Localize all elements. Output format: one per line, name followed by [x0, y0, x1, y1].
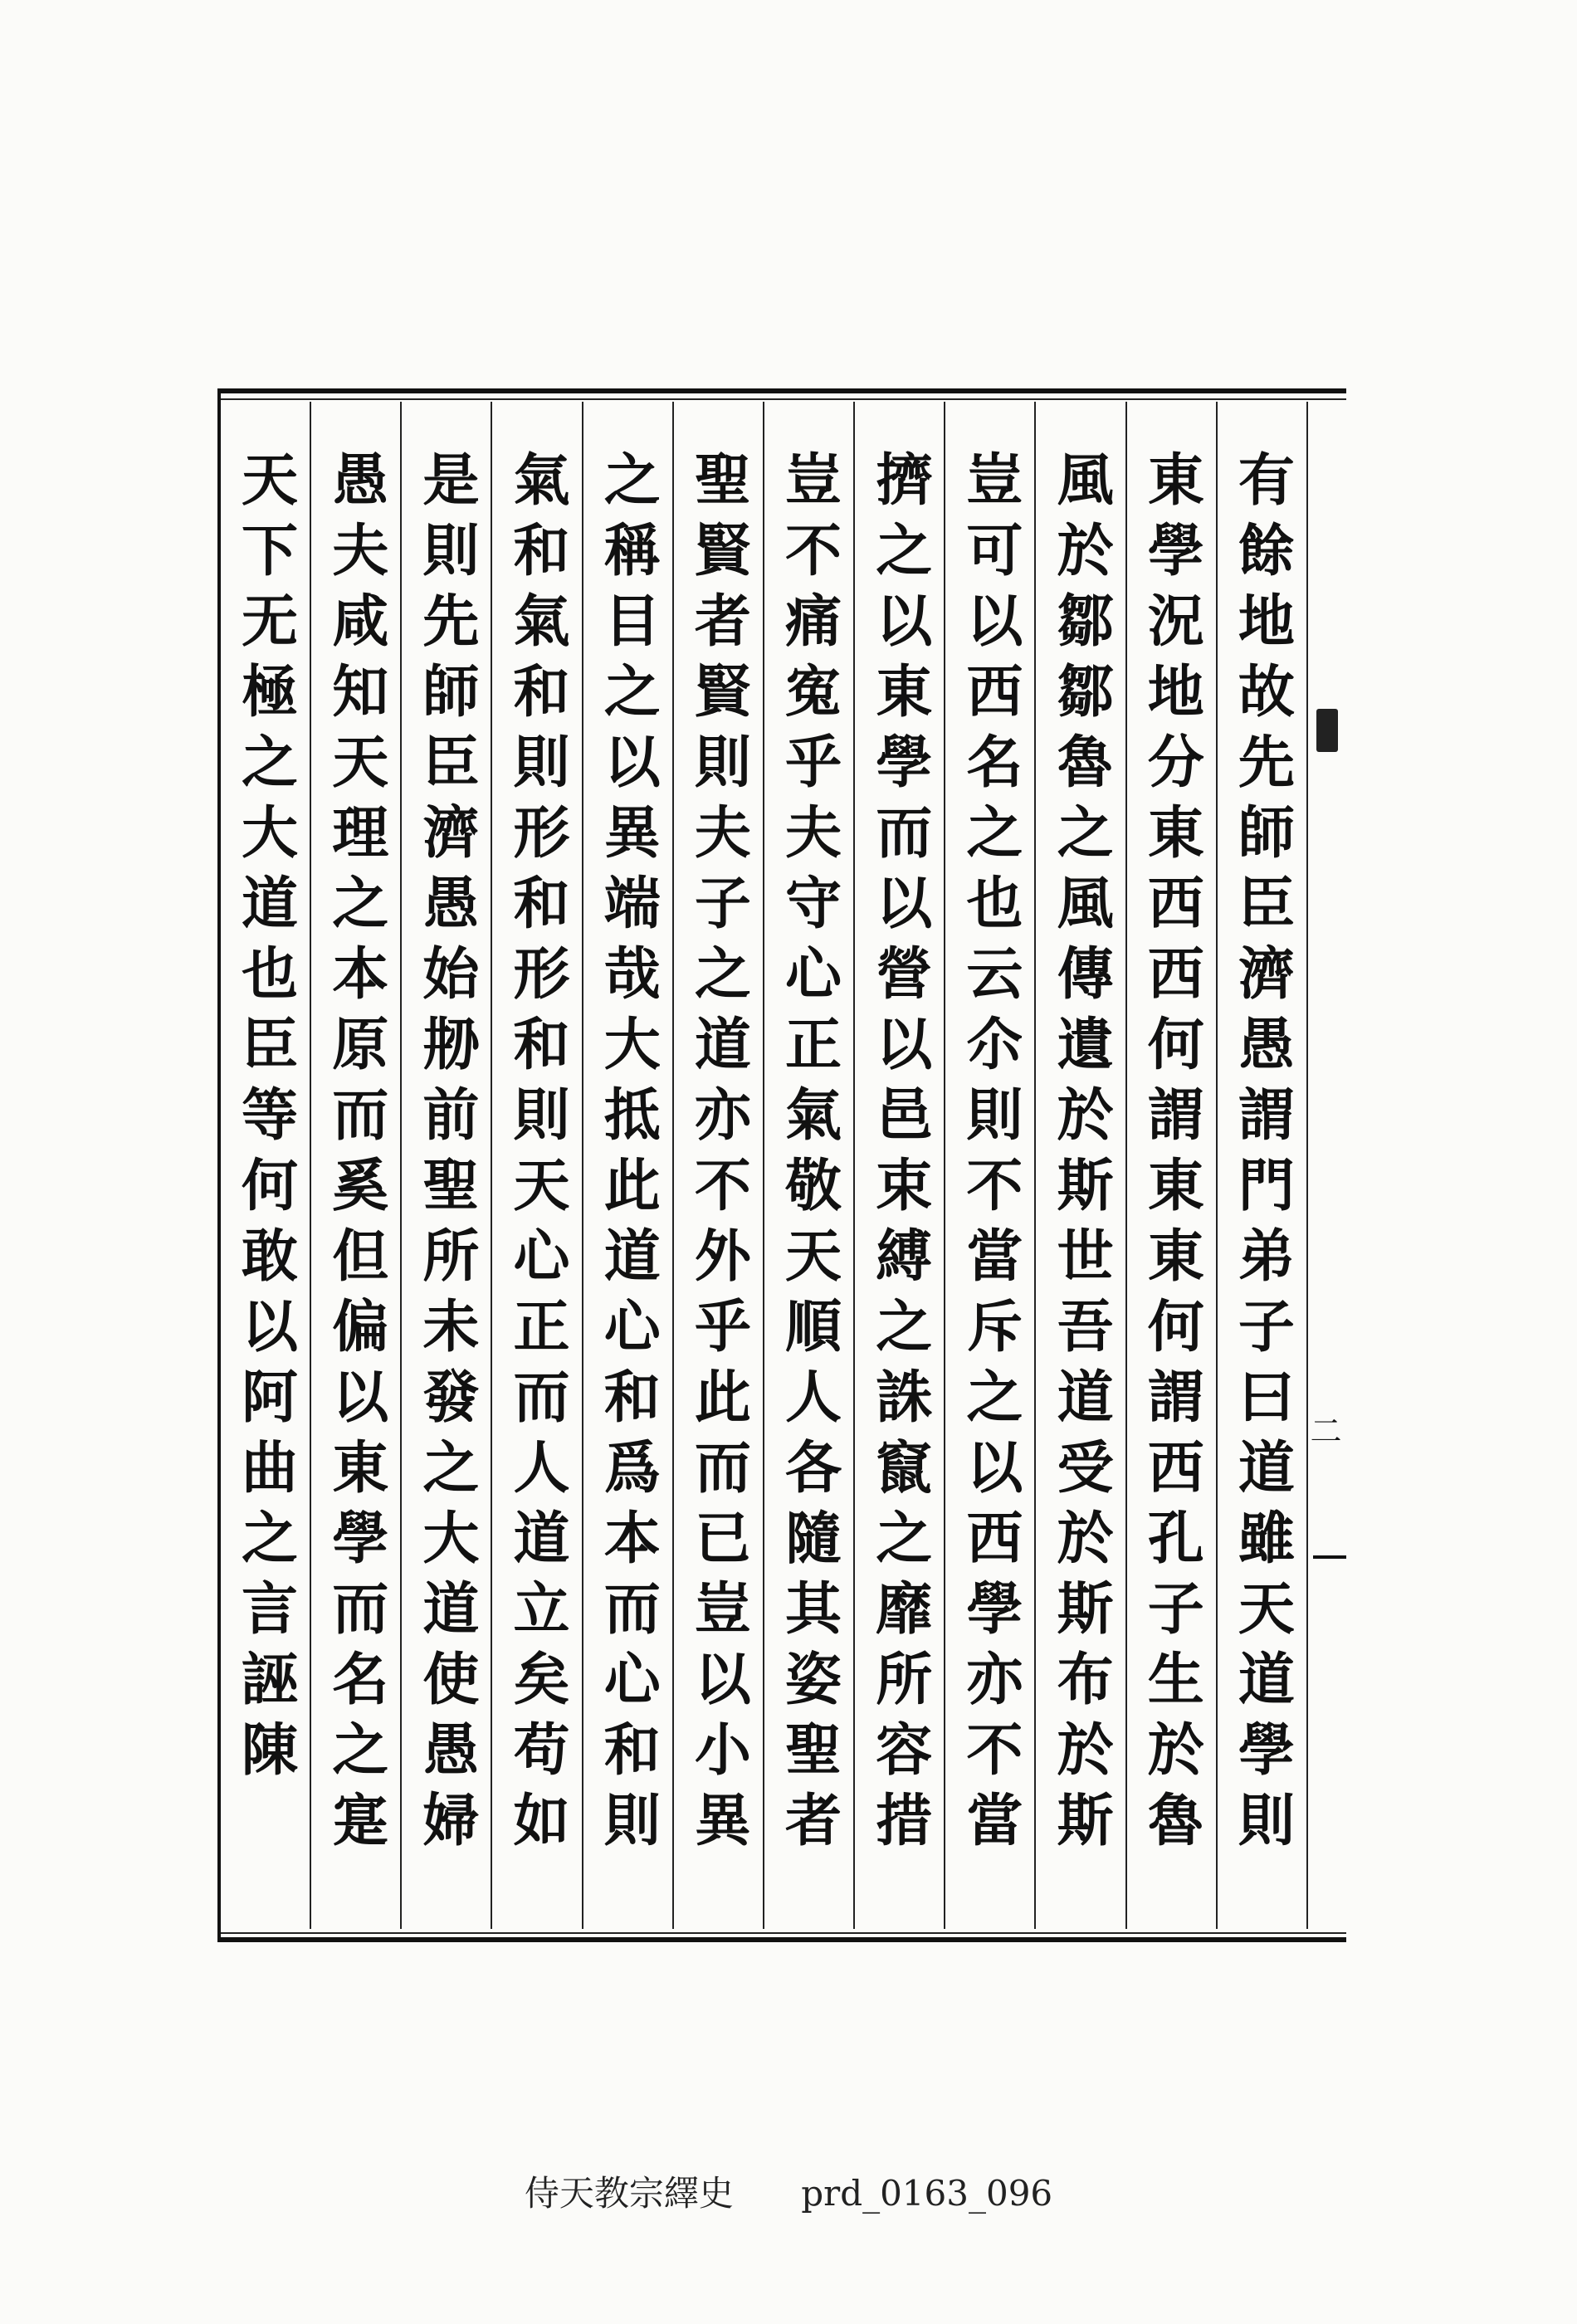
text-column-3	[1034, 402, 1125, 1929]
column-text: 東學況地分東西西何謂東東何謂西孔子生於魯	[1138, 450, 1205, 1861]
text-column-4	[944, 402, 1034, 1929]
column-text: 天下无極之大道也臣等何敢以阿曲之言誣陳	[232, 450, 299, 1790]
column-text: 擠之以東學而以營以邑束縛之誅竄之靡所容措	[866, 450, 933, 1861]
column-text: 氣和氣和則形和形和則天心正而人道立矣苟如	[504, 450, 571, 1861]
folio-number: 二	[1305, 1414, 1341, 1454]
footer-caption	[0, 2166, 1577, 2216]
image-id: prd_0163_096	[801, 2173, 1053, 2214]
book-title: 侍天教宗繹史	[524, 2173, 734, 2214]
bottom-border-rule	[217, 1937, 1346, 1942]
column-text: 有餘地故先師臣濟愚謂門弟子曰道雖天道學則	[1228, 450, 1296, 1861]
text-column-10	[400, 402, 491, 1929]
column-text: 之稱目之以異端哉大抵此道心和爲本而心和則	[594, 450, 662, 1861]
folio-margin	[1305, 402, 1346, 1929]
text-column-8	[582, 402, 672, 1929]
text-column-6	[763, 402, 853, 1929]
text-column-1	[1216, 402, 1308, 1929]
text-column-2	[1125, 402, 1216, 1929]
column-text: 豈可以西名之也云尒則不當斥之以西學亦不當	[956, 450, 1023, 1861]
text-column-7	[672, 402, 763, 1929]
text-column-12	[221, 402, 310, 1929]
column-text: 愚夫咸知天理之本原而奚但偏以東學而名之寔	[322, 450, 389, 1861]
text-columns	[221, 402, 1308, 1929]
printed-text-block	[217, 388, 1346, 1942]
text-column-11	[310, 402, 400, 1929]
text-column-9	[491, 402, 581, 1929]
fish-tail-mark	[1316, 709, 1338, 752]
column-text: 聖賢者賢則夫子之道亦不外乎此而已豈以小異	[685, 450, 752, 1861]
column-text: 是則先師臣濟愚始刱前聖所未發之大道使愚婦	[413, 450, 480, 1861]
text-column-5	[853, 402, 944, 1929]
column-text: 風於鄒鄒魯之風傳遺於斯世吾道受於斯布於斯	[1047, 450, 1115, 1861]
column-text: 豈不痛寃乎夫守心正氣敬天順人各隨其姿聖者	[775, 450, 842, 1861]
folio-rule	[1313, 1555, 1346, 1559]
top-border-rule	[217, 388, 1346, 393]
